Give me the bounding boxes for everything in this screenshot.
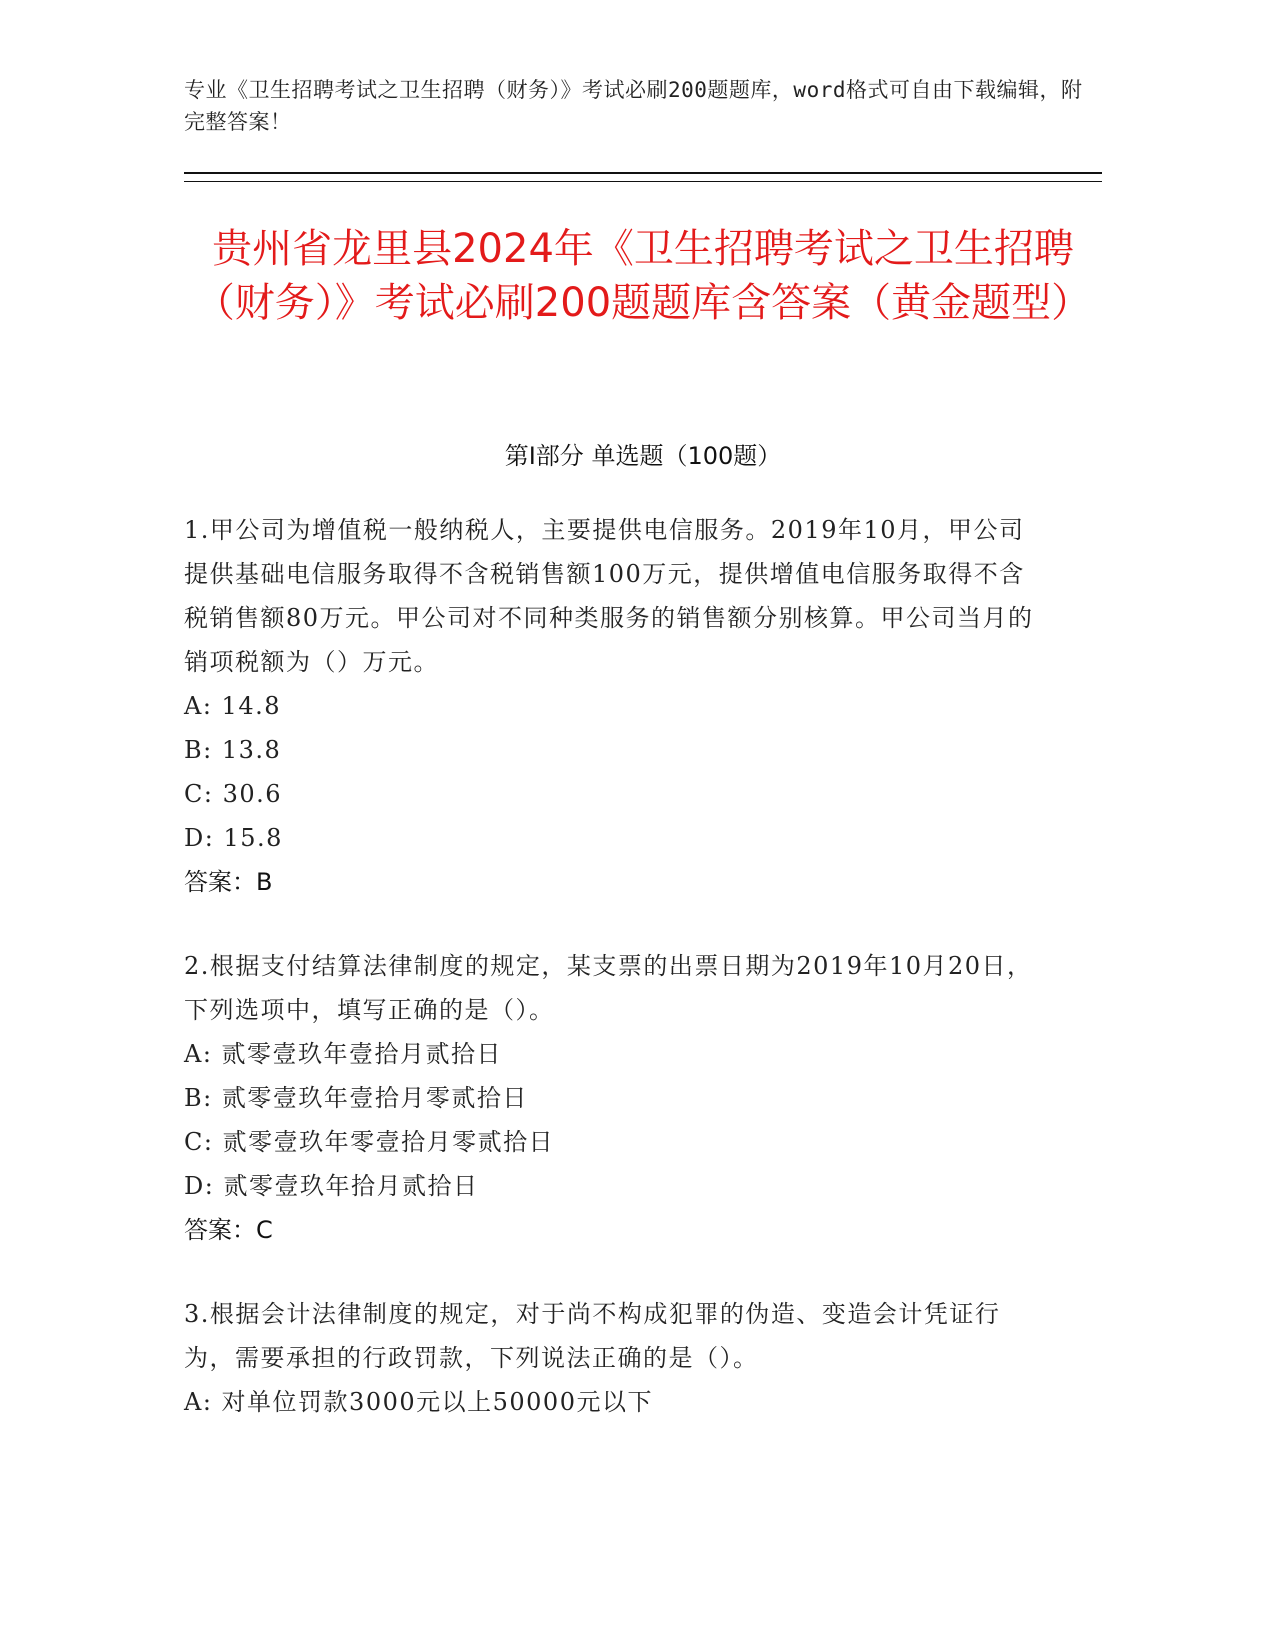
question-stem: 3.根据会计法律制度的规定，对于尚不构成犯罪的伪造、变造会计凭证行为，需要承担的行政罚款，下列说法正确的是（）。 [184, 1300, 1001, 1372]
section-heading: 第I部分 单选题（100题） [504, 442, 782, 470]
answer: 答案：C [184, 1216, 273, 1244]
option-c: C: 30.6 [184, 780, 283, 808]
option-a: A: 14.8 [184, 692, 281, 720]
question-1 [184, 508, 1044, 904]
header-rule-thin [184, 181, 1102, 182]
question-3 [184, 1292, 1044, 1424]
question-stem: 1.甲公司为增值税一般纳税人，主要提供电信服务。2019年10月，甲公司提供基础电信服务取得不含税销售额100万元，提供增值电信服务取得不含税销售额80万元。甲公司对不同种类服务的销售额分别核算。甲公司当月的销项税额为（）万元。 [184, 516, 1034, 676]
document-title: 贵州省龙里县2024年《卫生招聘考试之卫生招聘（财务）》考试必刷200题题库含答案（黄金题型） [194, 226, 1092, 326]
answer: 答案：B [184, 868, 273, 896]
option-c: C: 贰零壹玖年零壹拾月零贰拾日 [184, 1128, 555, 1156]
option-d: D: 贰零壹玖年拾月贰拾日 [184, 1172, 479, 1200]
option-b: B: 13.8 [184, 736, 282, 764]
question-stem: 2.根据支付结算法律制度的规定，某支票的出票日期为2019年10月20日，下列选项中，填写正确的是（）。 [184, 952, 1033, 1024]
option-a: A: 贰零壹玖年壹拾月贰拾日 [184, 1040, 503, 1068]
header-note: 专业《卫生招聘考试之卫生招聘（财务）》考试必刷200题题库，word格式可自由下载编辑，附完整答案！ [184, 78, 1083, 134]
header-rule-thick [184, 172, 1102, 174]
option-d: D: 15.8 [184, 824, 283, 852]
option-b: B: 贰零壹玖年壹拾月零贰拾日 [184, 1084, 528, 1112]
option-a: A: 对单位罚款3000元以上50000元以下 [184, 1388, 653, 1416]
question-2 [184, 944, 1044, 1252]
